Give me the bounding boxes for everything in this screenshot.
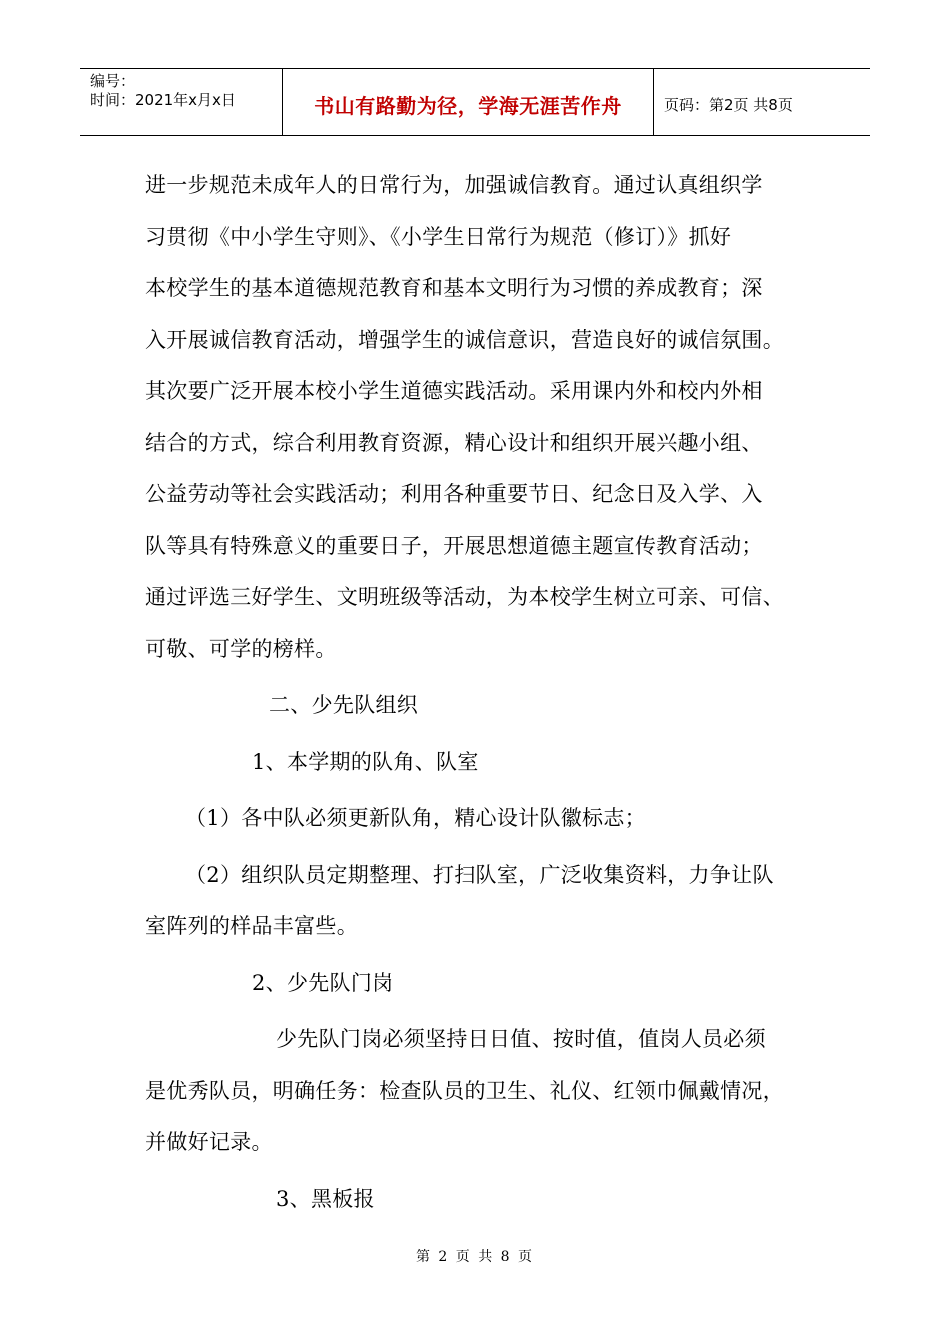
item-title-1: 1、本学期的队角、队室 [252, 749, 479, 774]
page-header [80, 68, 870, 136]
document-date: 时间：2021年x月x日 [90, 91, 236, 109]
item-3-heading-block [145, 1174, 815, 1226]
text-line: （2）组织队员定期整理、打扫队室，广泛收集资料，力争让队 [185, 862, 774, 887]
text-line: 少先队门岗必须坚持日日值、按时值，值岗人员必须 [276, 1027, 766, 1051]
text-line: 结合的方式，综合利用教育资源，精心设计和组织开展兴趣小组、 [145, 430, 763, 455]
document-number-label: 编号： [90, 72, 136, 90]
text-line: 公益劳动等社会实践活动；利用各种重要节日、纪念日及入学、入 [145, 482, 763, 506]
item-2-heading-block [145, 958, 815, 1010]
section-title: 二、少先队组织 [269, 693, 419, 717]
header-meta [80, 69, 283, 135]
item-heading-block [145, 737, 815, 789]
item-1-sub-1-block [145, 793, 815, 845]
item-title-2: 2、少先队门岗 [252, 970, 394, 995]
text-line: 习贯彻《中小学生守则》、《小学生日常行为规范（修订）》抓好 [145, 224, 732, 249]
section-heading-block [145, 680, 815, 732]
paragraph-moral-education [145, 160, 815, 675]
text-line: 并做好记录。 [145, 1130, 273, 1154]
item-2-text [145, 1014, 815, 1169]
header-motto: 书山有路勤为径，学海无涯苦作舟 [283, 69, 654, 135]
item-title-3: 3、黑板报 [276, 1186, 375, 1211]
text-line: 室阵列的样品丰富些。 [145, 914, 358, 938]
text-line: 入开展诚信教育活动，增强学生的诚信意识，营造良好的诚信氛围。 [145, 327, 784, 352]
item-1-sub-2 [145, 850, 815, 953]
text-line: 通过评选三好学生、文明班级等活动，为本校学生树立可亲、可信、 [145, 585, 784, 609]
text-line: 队等具有特殊意义的重要日子，开展思想道德主题宣传教育活动； [145, 533, 763, 558]
text-line: 可敬、可学的榜样。 [145, 636, 337, 661]
page-footer: 第 2 页 共 8 页 [415, 1249, 535, 1265]
text-line: 进一步规范未成年人的日常行为，加强诚信教育。通过认真组织学 [145, 173, 763, 197]
document-body [145, 160, 815, 1225]
header-page-info: 页码：第2页 共8页 [664, 95, 793, 114]
text-line: 是优秀队员，明确任务：检查队员的卫生、礼仪、红领巾佩戴情况， [145, 1078, 784, 1103]
text-line: 其次要广泛开展本校小学生道德实践活动。采用课内外和校内外相 [145, 379, 763, 403]
item-1-sub-1: （1）各中队必须更新队角，精心设计队徽标志； [185, 806, 646, 830]
text-line: 本校学生的基本道德规范教育和基本文明行为习惯的养成教育；深 [145, 276, 763, 300]
